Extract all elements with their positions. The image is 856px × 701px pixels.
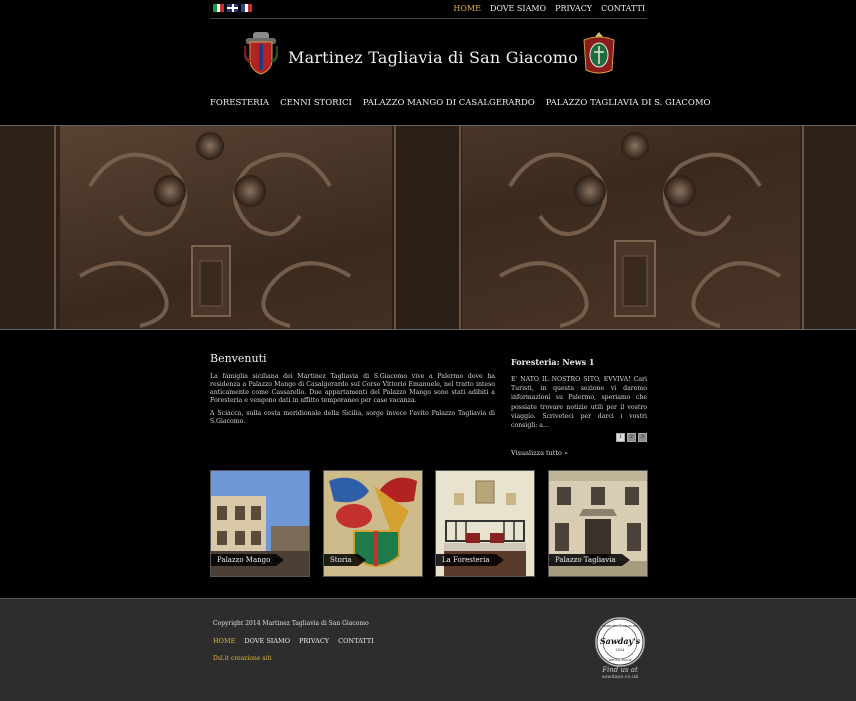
footer-contatti-link[interactable]: CONTATTI	[338, 637, 374, 645]
mainnav-foresteria-link[interactable]: FORESTERIA	[210, 98, 270, 108]
badge-tagline: Find us at	[602, 666, 638, 674]
tile-la-foresteria[interactable]	[435, 470, 535, 577]
mainnav-cenni-storici-link[interactable]: CENNI STORICI	[280, 98, 352, 108]
top-nav	[453, 4, 645, 13]
welcome-paragraph-1: La famiglia siciliana dei Martinez Tagliavia di S.Giacomo vive a Palermo dove ha residenza a Palazzo Mango di Casalgerardo sul Corso Vittorio Emanuele, nel tratto inteso anticamente come Cassarello. Due appartamenti del Palazzo Mango sono stati adibiti a Foresteria e vengono dati in affitto temporaneo per case vacanza.	[210, 373, 495, 404]
badge-ring-top: INSPECTED & SELECTED	[601, 624, 639, 628]
news-page-3-button[interactable]: 3	[638, 433, 647, 442]
tile-palazzo-tagliavia[interactable]	[548, 470, 648, 577]
footer-dove-siamo-link[interactable]: DOVE SIAMO	[244, 637, 291, 645]
tile-storia-label[interactable]: Storia	[324, 554, 358, 566]
footer-privacy-link[interactable]: PRIVACY	[299, 637, 330, 645]
footer-home-link[interactable]: HOME	[213, 637, 236, 645]
topnav-privacy-link[interactable]: PRIVACY	[555, 4, 593, 13]
news-view-all-link[interactable]: Visualizza tutto »	[511, 449, 568, 458]
top-bar	[210, 0, 647, 19]
site-header	[210, 30, 647, 86]
footer-copyright: Copyright 2014 Martinez Tagliavia di San Giacomo	[213, 620, 369, 627]
coat-of-arms-left-icon	[244, 30, 278, 76]
topnav-dove-siamo-link[interactable]: DOVE SIAMO	[489, 4, 547, 13]
site-title[interactable]: Martinez Tagliavia di San Giacomo	[288, 48, 578, 67]
news-page-1-button[interactable]: 1	[616, 433, 625, 442]
language-switcher	[213, 4, 252, 12]
tile-palazzo-mango[interactable]	[210, 470, 310, 577]
footer-nav	[213, 637, 374, 645]
news-page-2-button[interactable]: 2	[627, 433, 636, 442]
coat-of-arms-right-icon	[582, 30, 616, 76]
topnav-contatti-link[interactable]: CONTATTI	[601, 4, 645, 13]
tile-palazzo-tagliavia-label[interactable]: Palazzo Tagliavia	[549, 554, 622, 566]
footer-credit-link[interactable]: Dsl.it creazione siti	[213, 655, 272, 662]
hero-banner	[0, 125, 856, 330]
news-pager	[511, 433, 647, 442]
welcome-title: Benvenuti	[210, 352, 267, 365]
tile-la-foresteria-label[interactable]: La Foresteria	[436, 554, 496, 566]
sawdays-badge-icon[interactable]	[595, 617, 645, 667]
badge-url[interactable]: sawdays.co.uk	[601, 674, 639, 680]
welcome-paragraph-2: A Sciacca, sulla costa meridionale della Sicilia, sorge invece l'avito Palazzo Tagliavia di S.Giacomo.	[210, 410, 495, 425]
flag-uk-icon[interactable]	[227, 4, 238, 12]
mainnav-palazzo-tagliavia-link[interactable]: PALAZZO TAGLIAVIA DI S. GIACOMO	[545, 98, 711, 108]
badge-year: 2014	[615, 648, 625, 652]
welcome-section	[210, 352, 495, 431]
flag-france-icon[interactable]	[241, 4, 252, 12]
carved-wood-door-image	[0, 126, 856, 329]
tile-palazzo-mango-label[interactable]: Palazzo Mango	[211, 554, 276, 566]
tile-storia[interactable]	[323, 470, 423, 577]
mainnav-palazzo-mango-link[interactable]: PALAZZO MANGO DI CASALGERARDO	[362, 98, 535, 108]
topnav-home-link[interactable]: HOME	[453, 4, 481, 13]
flag-italy-icon[interactable]	[213, 4, 224, 12]
main-nav	[210, 98, 711, 108]
site-footer	[0, 598, 856, 701]
badge-caption[interactable]	[590, 667, 650, 681]
news-text: E' NATO IL NOSTRO SITO, EVVIVA! Cari Turisti, in questa sezione vi daremo informazioni su Palermo, speriamo che possiate trovare notizie utili per il vostro viaggio. Scriveteci per darci i vostri consigli: a...	[511, 376, 647, 430]
news-box	[511, 357, 647, 457]
badge-brand: Sawday's	[599, 636, 641, 646]
badge-ring-bottom: SPECIAL PLACE	[608, 658, 632, 662]
news-title[interactable]: Foresteria: News 1	[511, 357, 595, 367]
